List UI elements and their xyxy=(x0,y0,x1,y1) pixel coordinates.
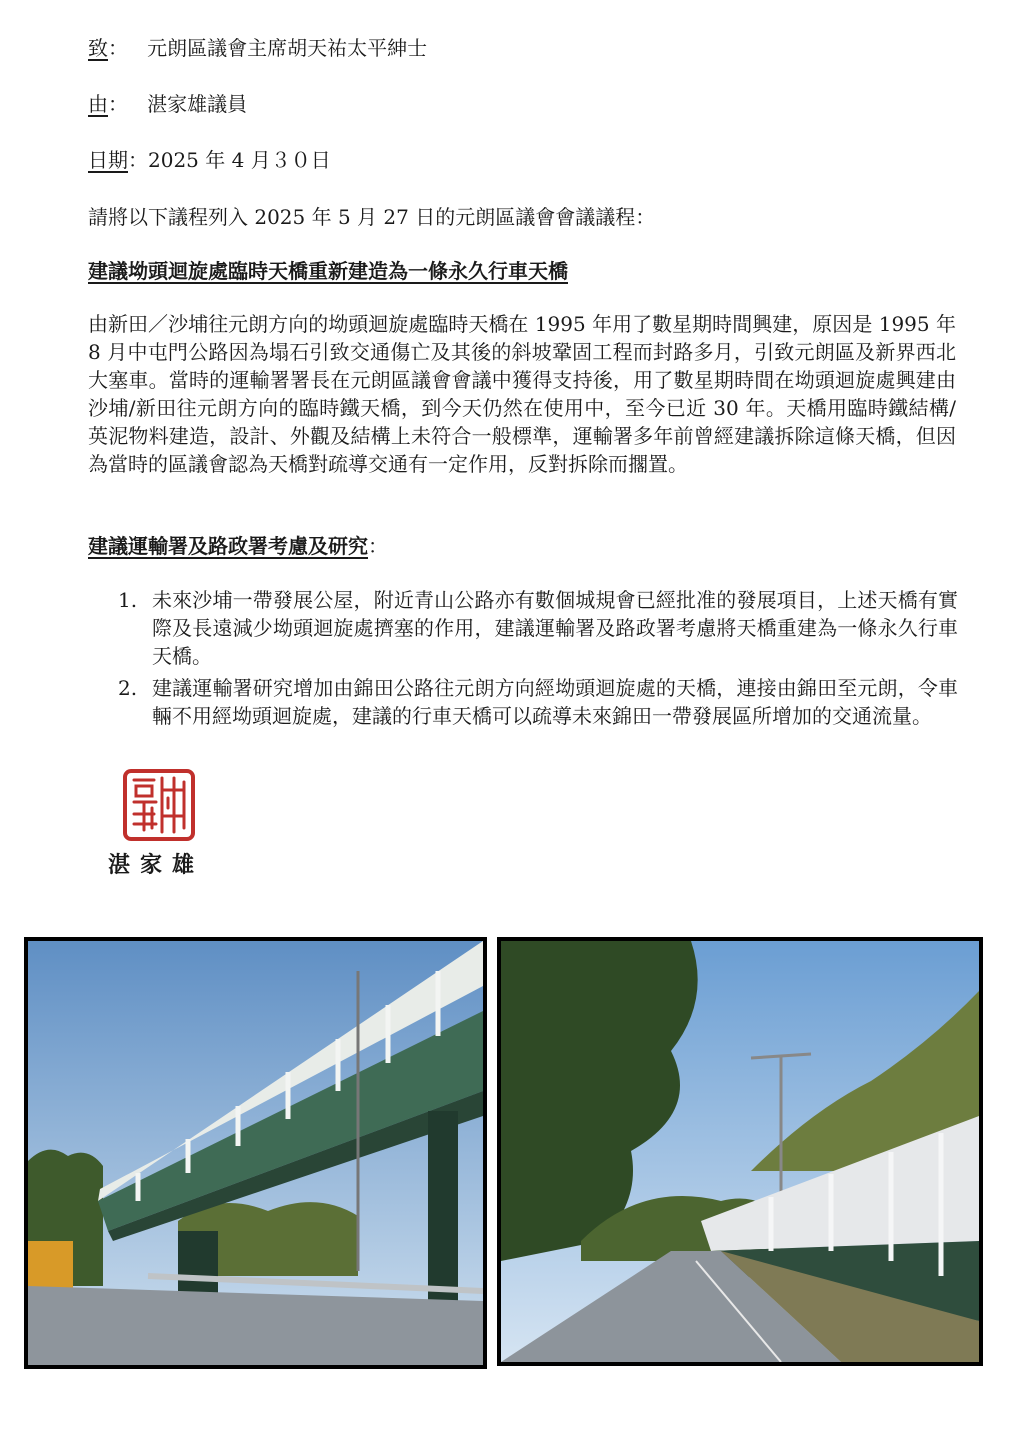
list-item xyxy=(118,586,958,670)
seal-stamp-icon xyxy=(122,768,196,842)
to-label: 致 xyxy=(88,36,108,60)
date-colon: ： xyxy=(128,148,148,172)
signature-name: 湛家雄 xyxy=(108,853,205,878)
from-value: 湛家雄議員 xyxy=(147,92,248,116)
photo-overpass xyxy=(24,937,487,1369)
proposal-heading: 建議運輸署及路政署考慮及研究 xyxy=(88,534,368,558)
request-line: 請將以下議程列入 2025 年 5 月 27 日的元朗區議會會議議程： xyxy=(88,205,656,229)
photo-road xyxy=(497,937,983,1366)
date-value: 2025 年 4 月３０日 xyxy=(148,148,331,172)
list-item-text: 未來沙埔一帶發展公屋，附近青山公路亦有數個城規會已經批准的發展項目，上述天橋有實際及長遠減少坳頭迴旋處擠塞的作用，建議運輸署及路政署考慮將天橋重建為一條永久行車天橋。 xyxy=(152,588,958,668)
list-item-number: 2. xyxy=(118,676,138,700)
from-line xyxy=(88,90,247,118)
document-title: 建議坳頭迴旋處臨時天橋重新建造為一條永久行車天橋 xyxy=(88,259,568,283)
body-paragraph: 由新田／沙埔往元朗方向的坳頭迴旋處臨時天橋在 1995 年用了數星期時間興建，原因是 1995 年 8 月中屯門公路因為塌石引致交通傷亡及其後的斜坡鞏固工程而封路多月，引致元朗區及新界西北大塞車。當時的運輸署署長在元朗區議會會議中獲得支持後，用了數星期時間在坳頭迴旋處興建由沙埔/新田往元朗方向的臨時鐵天橋，到今天仍然在使用中，至今已近 30 年。天橋用臨時鐵結構/英泥物料建造，設計、外觀及結構上未符合一般標準，運輸署多年前曾經建議拆除這條天橋，但因為當時的區議會認為天橋對疏導交通有一定作用，反對拆除而擱置。 xyxy=(88,312,956,476)
from-label: 由 xyxy=(88,92,108,116)
list-item xyxy=(118,674,958,730)
to-colon: ： xyxy=(108,36,128,60)
proposal-heading-suffix: ： xyxy=(368,534,388,558)
date-line xyxy=(88,146,331,174)
proposal-list xyxy=(118,586,958,734)
list-item-number: 1. xyxy=(118,588,138,612)
to-value: 元朗區議會主席胡天祐太平紳士 xyxy=(147,36,428,60)
list-item-text: 建議運輸署研究增加由錦田公路往元朗方向經坳頭迴旋處的天橋，連接由錦田至元朗，令車輛不用經坳頭迴旋處，建議的行車天橋可以疏導未來錦田一帶發展區所增加的交通流量。 xyxy=(152,676,958,728)
proposal-heading-line xyxy=(88,532,388,560)
to-line xyxy=(88,34,427,62)
from-colon: ： xyxy=(108,92,128,116)
date-label: 日期 xyxy=(88,148,128,172)
